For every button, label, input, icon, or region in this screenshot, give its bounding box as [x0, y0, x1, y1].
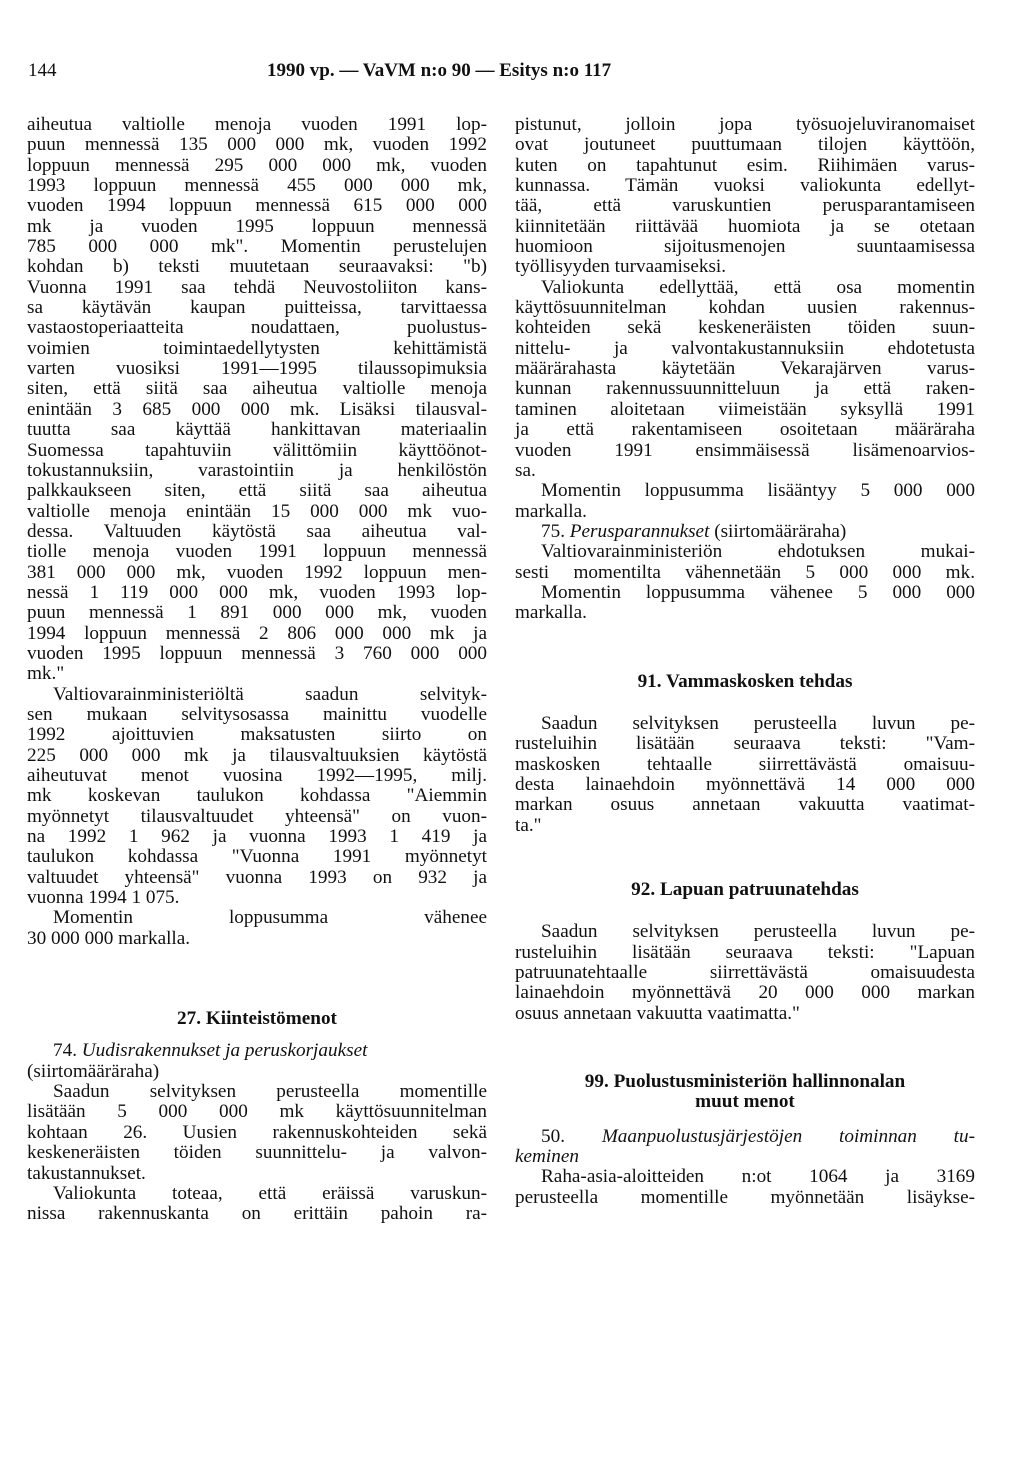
- text-line: Suomessa tapahtuviin välittömiin käyttöönot-: [27, 439, 487, 461]
- text-line: kunnan rakennussuunnitteluun ja että raken-: [515, 378, 975, 400]
- text-line: taminen aloitetaan viimeistään syksyllä 1991: [515, 398, 975, 420]
- text-line: dessa. Valtuuden käytöstä saa aiheutua val-: [27, 520, 487, 542]
- text-line: Saadun selvityksen perusteella luvun pe-: [541, 921, 975, 943]
- section-heading-99-line1: 99. Puolustusministeriön hallinnonalan: [584, 1071, 906, 1093]
- text-line: Valtiovarainministeriön ehdotuksen mukai-: [541, 541, 975, 563]
- text-line: Momentin loppusumma vähenee: [53, 907, 487, 929]
- item-50-title: [515, 1127, 975, 1147]
- text-line: sesti momentilta vähennetään 5 000 000 mk.: [515, 561, 975, 583]
- text-line: siten, että siitä saa aiheutua valtiolle menoja: [27, 378, 487, 400]
- running-header: 1990 vp. — VaVM n:o 90 — Esitys n:o 117: [267, 60, 612, 81]
- text-line: varten vuosiksi 1991—1995 tilaussopimuksia: [27, 358, 487, 380]
- item-74-number: 74.: [53, 1040, 77, 1062]
- text-line: Momentin loppusumma lisääntyy 5 000 000: [541, 480, 975, 502]
- item-75-suffix: (siirtomääräraha): [714, 520, 847, 542]
- section-heading-27: 27. Kiinteistömenot: [177, 1008, 337, 1030]
- section-heading-91: 91. Vammaskosken tehdas: [637, 670, 853, 692]
- text-line: Valiokunta toteaa, että eräissä varuskun-: [53, 1182, 487, 1204]
- item-50-number: 50.: [541, 1125, 565, 1147]
- text-line: ta.": [515, 814, 542, 836]
- text-line: 1993 loppuun mennessä 455 000 000 mk,: [27, 175, 487, 197]
- text-line: vuoden 1995 loppuun mennessä 3 760 000 000: [27, 642, 487, 664]
- text-line: tokustannuksiin, varastointiin ja henkilöstön: [27, 459, 487, 481]
- text-line: sen mukaan selvitysosassa mainittu vuodelle: [27, 703, 487, 725]
- text-line: Momentin loppusumma vähenee 5 000 000: [541, 581, 975, 603]
- text-line: valtuudet yhteensä" vuonna 1993 on 932 ja: [27, 866, 487, 888]
- text-line: puun mennessä 1 891 000 000 mk, vuoden: [27, 602, 487, 624]
- page-number: 144: [28, 60, 57, 81]
- text-line: desta lainaehdoin myönnettävä 14 000 000: [515, 773, 975, 795]
- text-line: markalla.: [515, 500, 587, 522]
- item-74-title: [27, 1041, 487, 1061]
- text-line: Saadun selvityksen perusteella momentille: [53, 1081, 487, 1103]
- text-line: palkkaukseen siten, että siitä saa aiheutua: [27, 480, 487, 502]
- text-line: maskosken tehtaalle siirrettävästä omaisuu-: [515, 753, 975, 775]
- text-line: aiheutuvat menot vuosina 1992—1995, milj.: [27, 765, 487, 786]
- text-line: kuten on tapahtunut esim. Riihimäen varus-: [515, 154, 975, 176]
- item-50-title-cont: [515, 1147, 975, 1167]
- text-line: ja että rakentamiseen osoitetaan määräraha: [515, 419, 975, 441]
- text-line: markan osuus annetaan vakuutta vaatimat-: [515, 794, 975, 816]
- text-line: perusteella momentille myönnetään lisäykse-: [515, 1186, 975, 1208]
- text-line: vuoden 1991 ensimmäisessä lisämenoarvios-: [515, 439, 975, 461]
- text-line: keskeneräisten töiden suunnittelu- ja valvon-: [27, 1142, 487, 1164]
- left-body-text: [27, 115, 487, 949]
- text-line: pistunut, jolloin jopa työsuojeluviranomaiset: [515, 114, 975, 135]
- text-line: lisätään 5 000 000 mk käyttösuunnitelman: [27, 1101, 487, 1123]
- text-line: loppuun mennessä 295 000 000 mk, vuoden: [27, 154, 487, 176]
- text-line: kohtaan 26. Uusien rakennuskohteiden sekä: [27, 1121, 487, 1143]
- left-column: [27, 115, 487, 1225]
- right-column: [515, 115, 975, 1208]
- text-line: 1992 ajoittuvien maksatusten siirto on: [27, 724, 487, 746]
- text-line: sa.: [515, 459, 536, 481]
- text-line: Raha-asia-aloitteiden n:ot 1064 ja 3169: [541, 1166, 975, 1188]
- text-line: takustannukset.: [27, 1162, 146, 1184]
- text-line: nissa rakennuskanta on erittäin pahoin ra-: [27, 1203, 487, 1225]
- text-line: 785 000 000 mk". Momentin perustelujen: [27, 236, 487, 258]
- text-line: vastaostoperiaatteita noudattaen, puolustus-: [27, 317, 487, 339]
- text-line: aiheutua valtiolle menoja vuoden 1991 lop-: [27, 114, 487, 135]
- item-75-title-text: Perusparannukset: [569, 520, 710, 542]
- text-line: valtiolle menoja enintään 15 000 000 mk vuo-: [27, 500, 487, 522]
- text-line: puun mennessä 135 000 000 mk, vuoden 1992: [27, 134, 487, 156]
- item-75-title: [515, 522, 975, 542]
- text-line: mk ja vuoden 1995 loppuun mennessä: [27, 215, 487, 237]
- item-74-subtitle: (siirtomääräraha): [27, 1060, 160, 1082]
- text-line: 30 000 000 markalla.: [27, 927, 191, 949]
- text-line: Saadun selvityksen perusteella luvun pe-: [541, 712, 975, 734]
- text-line: lainaehdoin myönnettävä 20 000 000 markan: [515, 982, 975, 1004]
- text-line: voimien toimintaedellytysten kehittämistä: [27, 337, 487, 359]
- text-line: Vuonna 1991 saa tehdä Neuvostoliiton kans-: [27, 276, 487, 298]
- text-line: vuonna 1994 1 075.: [27, 887, 180, 909]
- item-50-title-text: Maanpuolustusjärjestöjen toiminnan tu-: [601, 1125, 975, 1147]
- text-line: rusteluihin lisätään seuraava teksti: "Lapuan: [515, 941, 975, 963]
- text-line: käyttösuunnitelman kohdan uusien rakennus-: [515, 297, 975, 319]
- section-heading-99-line2: muut menot: [695, 1091, 795, 1113]
- text-line: tiolle menoja vuoden 1991 loppuun mennessä: [27, 541, 487, 563]
- text-line: työllisyyden turvaamiseksi.: [515, 256, 727, 278]
- text-line: Valiokunta edellyttää, että osa momentin: [541, 276, 975, 298]
- text-line: 381 000 000 mk, vuoden 1992 loppuun men-: [27, 561, 487, 583]
- text-line: markalla.: [515, 602, 587, 624]
- section-heading-92: 92. Lapuan patruunatehdas: [631, 879, 859, 900]
- text-line: kohteiden sekä keskeneräisten töiden suun-: [515, 317, 975, 339]
- text-line: tuutta saa käyttää hankittavan materiaalin: [27, 419, 487, 441]
- text-line: vuoden 1994 loppuun mennessä 615 000 000: [27, 195, 487, 217]
- text-line: enintään 3 685 000 000 mk. Lisäksi tilausval-: [27, 398, 487, 420]
- text-line: nessä 1 119 000 000 mk, vuoden 1993 lop-: [27, 581, 487, 603]
- text-line: nittelu- ja valvontakustannuksiin ehdotetusta: [515, 337, 975, 359]
- item-74-title-text: Uudisrakennukset ja peruskorjaukset: [81, 1040, 368, 1062]
- text-line: huomioon sijoitusmenojen suuntaamisessa: [515, 236, 975, 258]
- text-line: 1994 loppuun mennessä 2 806 000 000 mk ja: [27, 622, 487, 644]
- text-line: myönnetyt tilausvaltuudet yhteensä" on vuon-: [27, 805, 487, 827]
- text-line: taulukon kohdassa "Vuonna 1991 myönnetyt: [27, 846, 487, 868]
- text-line: na 1992 1 962 ja vuonna 1993 1 419 ja: [27, 826, 487, 848]
- text-line: rusteluihin lisätään seuraava teksti: "Vam-: [515, 733, 975, 755]
- text-line: mk koskevan taulukon kohdassa "Aiemmin: [27, 785, 487, 807]
- text-line: tää, että varuskuntien perusparantamiseen: [515, 195, 975, 217]
- item-75-number: 75.: [541, 520, 565, 542]
- text-line: kohdan b) teksti muutetaan seuraavaksi: "b): [27, 256, 487, 278]
- text-line: sa käytävän kaupan puitteissa, tarvittaessa: [27, 297, 487, 319]
- text-line: kunnassa. Tämän vuoksi valiokunta edellyt-: [515, 175, 975, 197]
- text-line: 225 000 000 mk ja tilausvaltuuksien käytöstä: [27, 744, 487, 766]
- item-50-title-text-2: keminen: [515, 1146, 579, 1168]
- text-line: patruunatehtaalle siirrettävästä omaisuudesta: [515, 962, 975, 984]
- text-line: Valtiovarainministeriöltä saadun selvityk-: [53, 683, 487, 705]
- text-line: mk.": [27, 663, 65, 685]
- text-line: osuus annetaan vakuutta vaatimatta.": [515, 1002, 800, 1024]
- text-line: ovat joutuneet puuttumaan tilojen käyttöön,: [515, 134, 975, 156]
- text-line: kiinnitetään riittävää huomiota ja se otetaan: [515, 215, 975, 237]
- text-line: määrärahasta käytetään Vekarajärven varus-: [515, 358, 975, 380]
